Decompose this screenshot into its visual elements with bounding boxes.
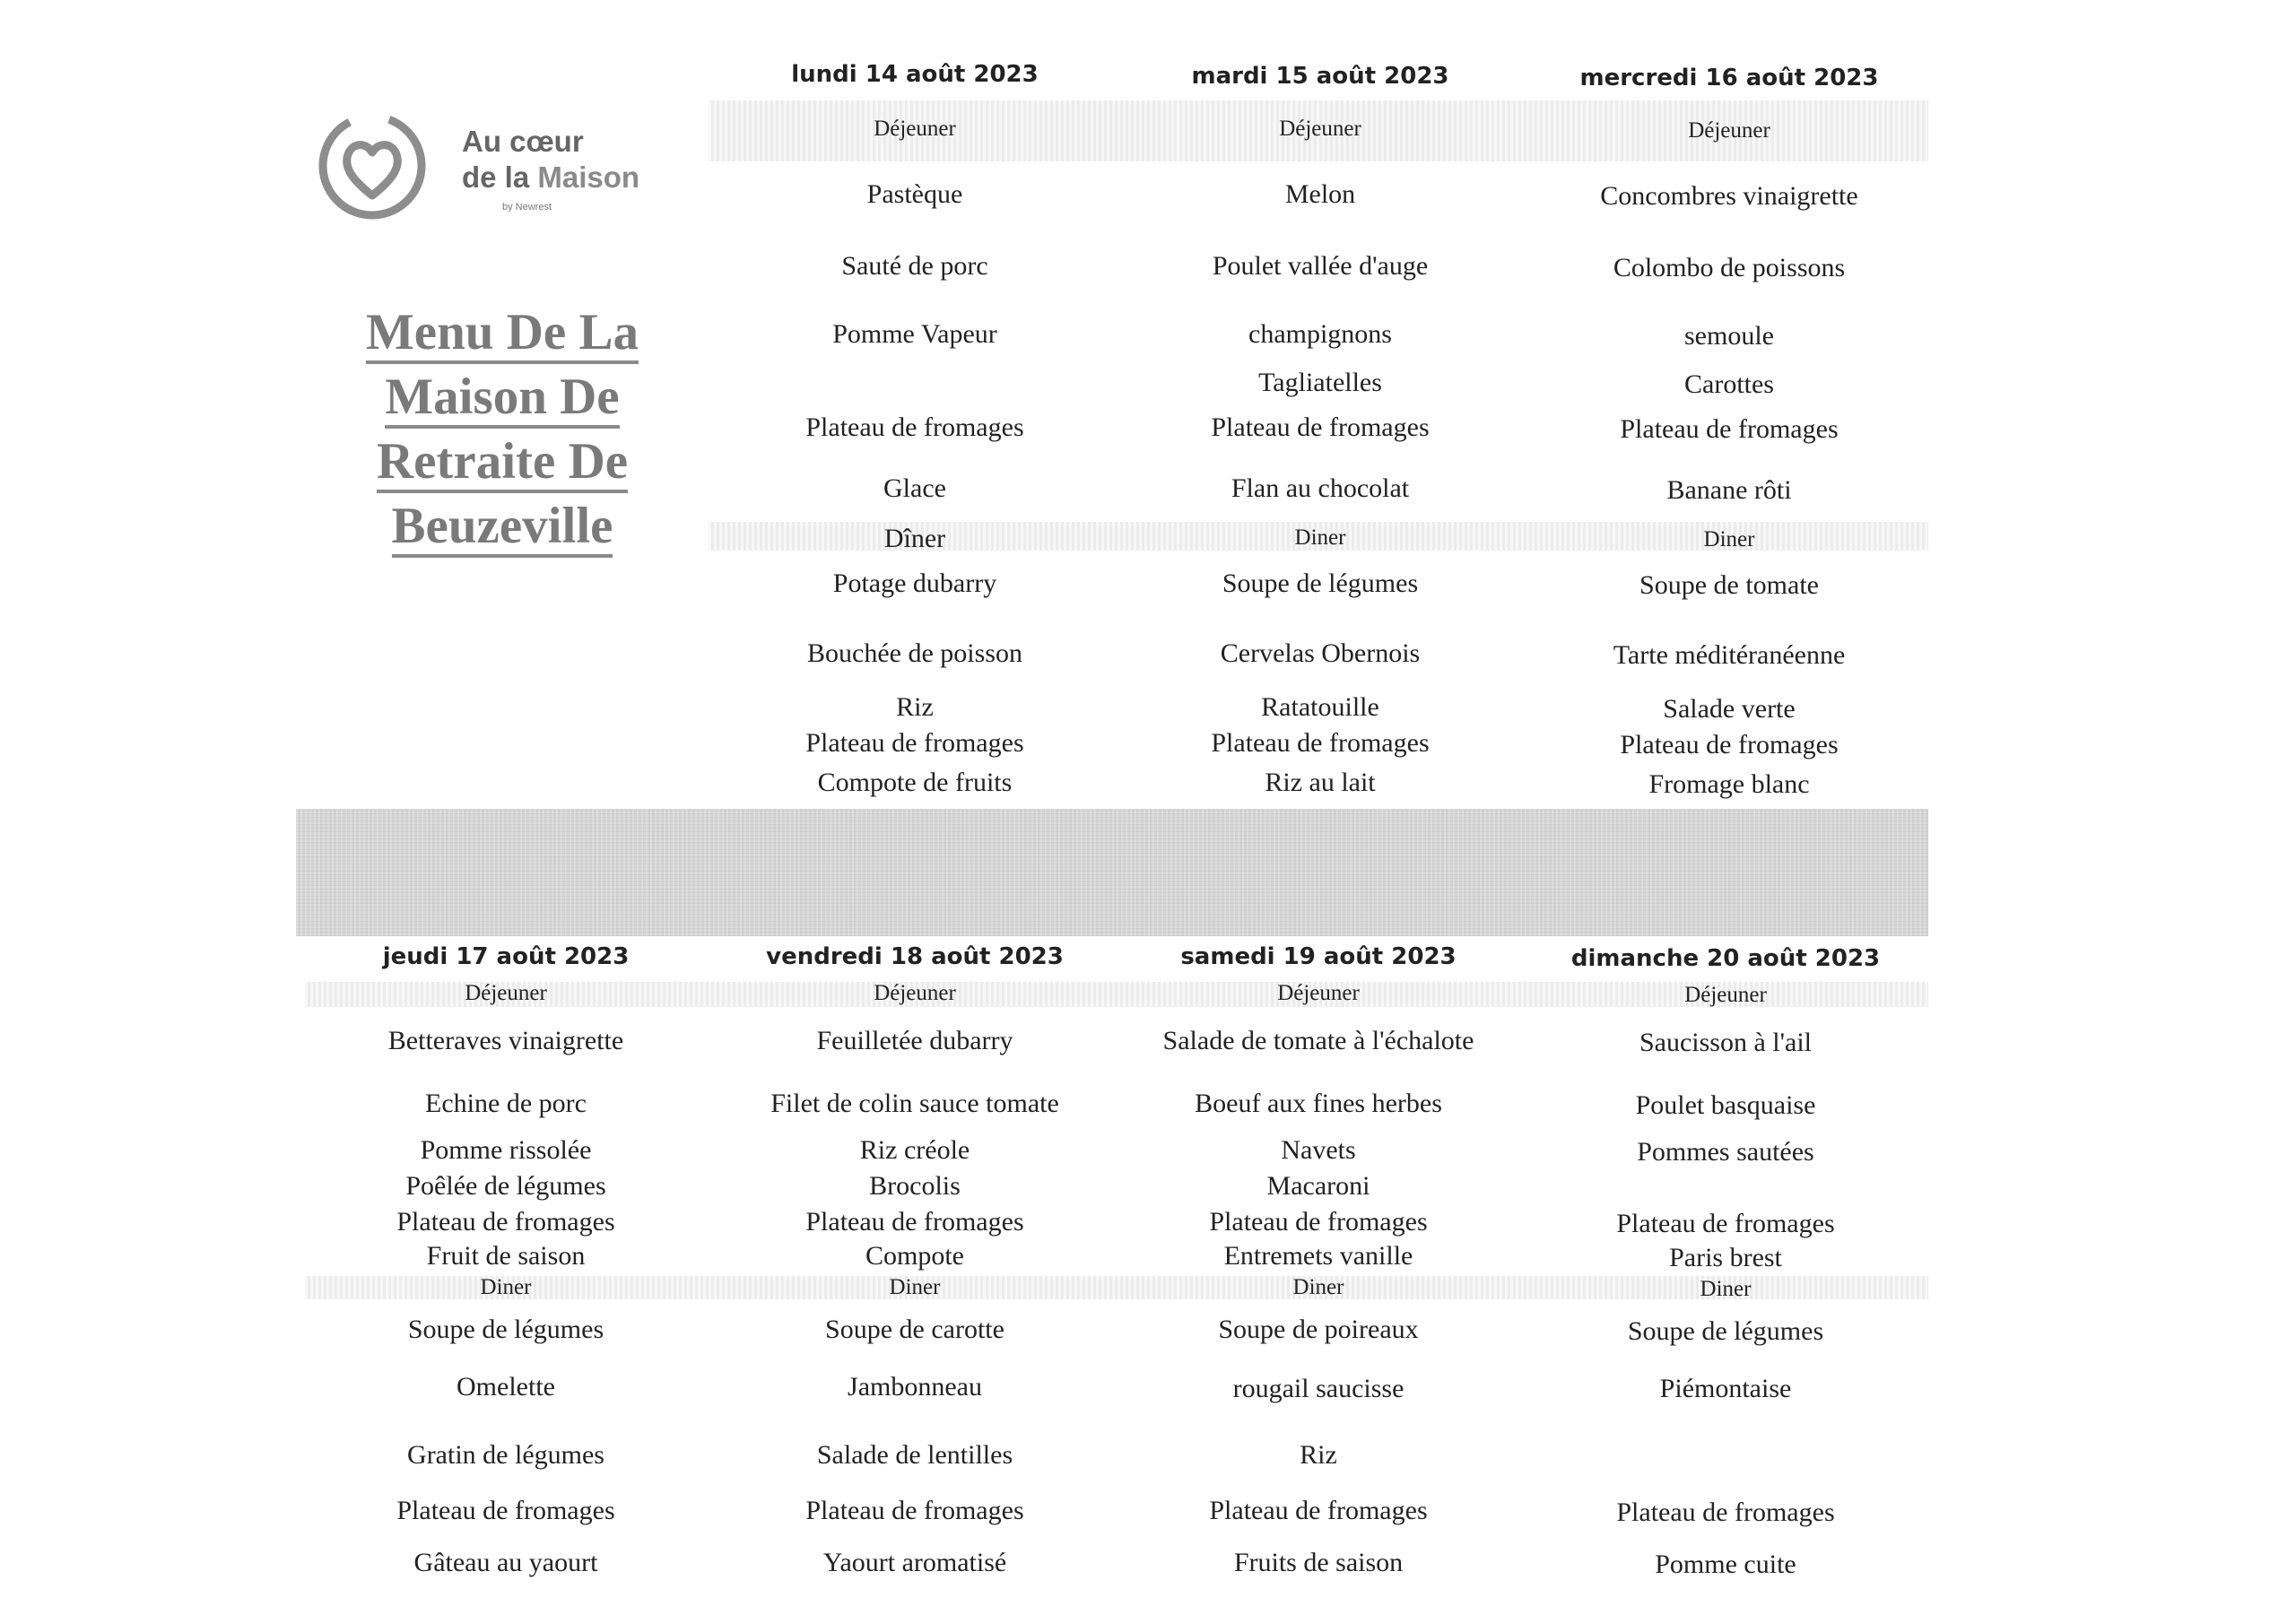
menu-item: Brocolis (869, 1171, 961, 1201)
menu-item: rougail saucisse (1232, 1374, 1405, 1403)
menu-item: Cervelas Obernois (1220, 638, 1421, 668)
menu-item: Fruits de saison (1233, 1548, 1404, 1577)
menu-item: Plateau de fromages (1211, 728, 1430, 758)
menu-item: Riz (1300, 1440, 1337, 1470)
logo-wordmark (462, 124, 639, 195)
menu-item: Salade de lentilles (816, 1440, 1013, 1470)
menu-item: Soupe de carotte (825, 1315, 1004, 1344)
menu-item: Paris brest (1669, 1243, 1782, 1272)
menu-item: Feuilletée dubarry (816, 1026, 1013, 1055)
menu-item: Plateau de fromages (805, 1207, 1024, 1237)
menu-item: Piémontaise (1659, 1374, 1792, 1403)
menu-item: Macaroni (1266, 1171, 1370, 1201)
menu-item: Pastèque (866, 179, 963, 209)
menu-item: Riz créole (859, 1135, 970, 1165)
menu-item: Melon (1284, 179, 1356, 209)
menu-item: Soupe de poireaux (1218, 1315, 1419, 1344)
menu-item: Plateau de fromages (1620, 414, 1839, 444)
menu-item: Plateau de fromages (1616, 1497, 1835, 1527)
menu-item: Compote de fruits (817, 768, 1013, 797)
menu-item: Plateau de fromages (396, 1207, 615, 1237)
menu-item: Tagliatelles (1258, 368, 1382, 397)
meal-label-lunch: Déjeuner (465, 981, 547, 1005)
menu-item: Echine de porc (425, 1089, 587, 1118)
day-header: jeudi 17 août 2023 (382, 943, 630, 970)
logo-line-1: Au cœur (462, 125, 584, 158)
meal-label-lunch: Déjeuner (1279, 117, 1361, 141)
menu-item: Entremets vanille (1223, 1241, 1413, 1271)
scan-band-divider (296, 809, 1928, 936)
menu-item: Pomme cuite (1655, 1549, 1796, 1579)
menu-item: Saucisson à l'ail (1639, 1028, 1813, 1057)
menu-item: Tarte méditéranéenne (1613, 640, 1846, 670)
menu-item: Plateau de fromages (1616, 1209, 1835, 1238)
menu-item: Compote (865, 1241, 964, 1271)
meal-label-dinner: Diner (480, 1275, 532, 1299)
meal-label-dinner: Diner (1292, 1275, 1344, 1299)
meal-label-dinner: Diner (1703, 527, 1755, 551)
meal-label-lunch: Déjeuner (1688, 118, 1770, 143)
title-line-1: Menu De La (366, 305, 639, 364)
menu-item: Poulet basquaise (1635, 1090, 1816, 1120)
day-header: mardi 15 août 2023 (1191, 63, 1449, 90)
menu-item: Pomme Vapeur (832, 319, 997, 349)
logo (314, 108, 673, 224)
day-header: dimanche 20 août 2023 (1570, 945, 1881, 972)
menu-item: Banane rôti (1666, 475, 1792, 505)
page-title (332, 300, 673, 559)
menu-item: Ratatouille (1261, 692, 1379, 722)
menu-item: Plateau de fromages (1209, 1496, 1428, 1525)
menu-item: Filet de colin sauce tomate (770, 1089, 1059, 1118)
meal-label-dinner: Diner (889, 1275, 941, 1299)
menu-item: Pomme rissolée (420, 1135, 592, 1165)
menu-item: Plateau de fromages (805, 412, 1024, 442)
menu-item: Plateau de fromages (1211, 412, 1430, 442)
logo-line-2b: Maison (537, 161, 640, 194)
menu-item: Gratin de légumes (407, 1440, 604, 1470)
menu-item: Plateau de fromages (396, 1496, 615, 1525)
menu-item: Soupe de tomate (1639, 570, 1819, 600)
meal-label-lunch: Déjeuner (874, 981, 956, 1005)
logo-line-2a: de la (462, 161, 538, 194)
day-header: lundi 14 août 2023 (791, 61, 1039, 88)
menu-item: Boeuf aux fines herbes (1195, 1089, 1442, 1118)
menu-item: Plateau de fromages (805, 1496, 1024, 1525)
title-line-4: Beuzeville (392, 499, 613, 558)
menu-item: Omelette (457, 1372, 555, 1402)
menu-item: Riz (896, 692, 934, 722)
menu-item: Pommes sautées (1637, 1137, 1814, 1167)
menu-item: Fromage blanc (1648, 769, 1810, 799)
menu-item: Yaourt aromatisé (822, 1548, 1007, 1577)
menu-item: Soupe de légumes (407, 1315, 604, 1344)
meal-label-lunch: Déjeuner (1277, 981, 1360, 1005)
menu-item: Flan au chocolat (1231, 473, 1410, 503)
logo-byline: by Newrest (502, 202, 552, 213)
title-line-3: Retraite De (377, 434, 628, 493)
menu-item: Navets (1281, 1135, 1356, 1165)
menu-item: semoule (1684, 321, 1774, 351)
title-line-2: Maison De (385, 369, 619, 429)
menu-item: Salade de tomate à l'échalote (1162, 1026, 1474, 1055)
menu-item: Gâteau au yaourt (413, 1548, 598, 1577)
meal-label-lunch: Déjeuner (1684, 983, 1767, 1007)
menu-item: champignons (1248, 319, 1392, 349)
meal-label-dinner: Diner (1700, 1277, 1752, 1301)
menu-item: Potage dubarry (832, 568, 997, 598)
menu-item: Poêlée de légumes (405, 1171, 606, 1201)
menu-item: Riz au lait (1265, 768, 1376, 797)
meal-label-dinner: Diner (1294, 525, 1346, 550)
menu-item: Soupe de légumes (1627, 1316, 1824, 1346)
meal-label-lunch: Déjeuner (874, 117, 956, 141)
menu-item: Colombo de poissons (1613, 253, 1846, 282)
menu-item: Bouchée de poisson (807, 638, 1022, 668)
menu-item: Carottes (1684, 369, 1774, 399)
menu-item: Concombres vinaigrette (1600, 181, 1858, 211)
logo-line-2 (462, 160, 639, 195)
day-header: samedi 19 août 2023 (1180, 943, 1457, 970)
menu-item: Poulet vallée d'auge (1212, 251, 1429, 281)
menu-item: Plateau de fromages (1209, 1207, 1428, 1237)
meal-label-dinner: Dîner (883, 524, 946, 553)
menu-item: Jambonneau (848, 1372, 982, 1402)
day-header: vendredi 18 août 2023 (766, 943, 1064, 970)
menu-item: Fruit de saison (426, 1241, 586, 1271)
day-header: mercredi 16 août 2023 (1579, 65, 1879, 91)
menu-item: Plateau de fromages (805, 728, 1024, 758)
menu-item: Salade verte (1663, 694, 1796, 724)
menu-item: Soupe de légumes (1222, 568, 1419, 598)
menu-item: Plateau de fromages (1620, 730, 1839, 759)
menu-item: Sauté de porc (841, 251, 988, 281)
heart-logo-icon (314, 108, 430, 224)
menu-item: Glace (883, 473, 946, 503)
menu-item: Betteraves vinaigrette (387, 1026, 624, 1055)
